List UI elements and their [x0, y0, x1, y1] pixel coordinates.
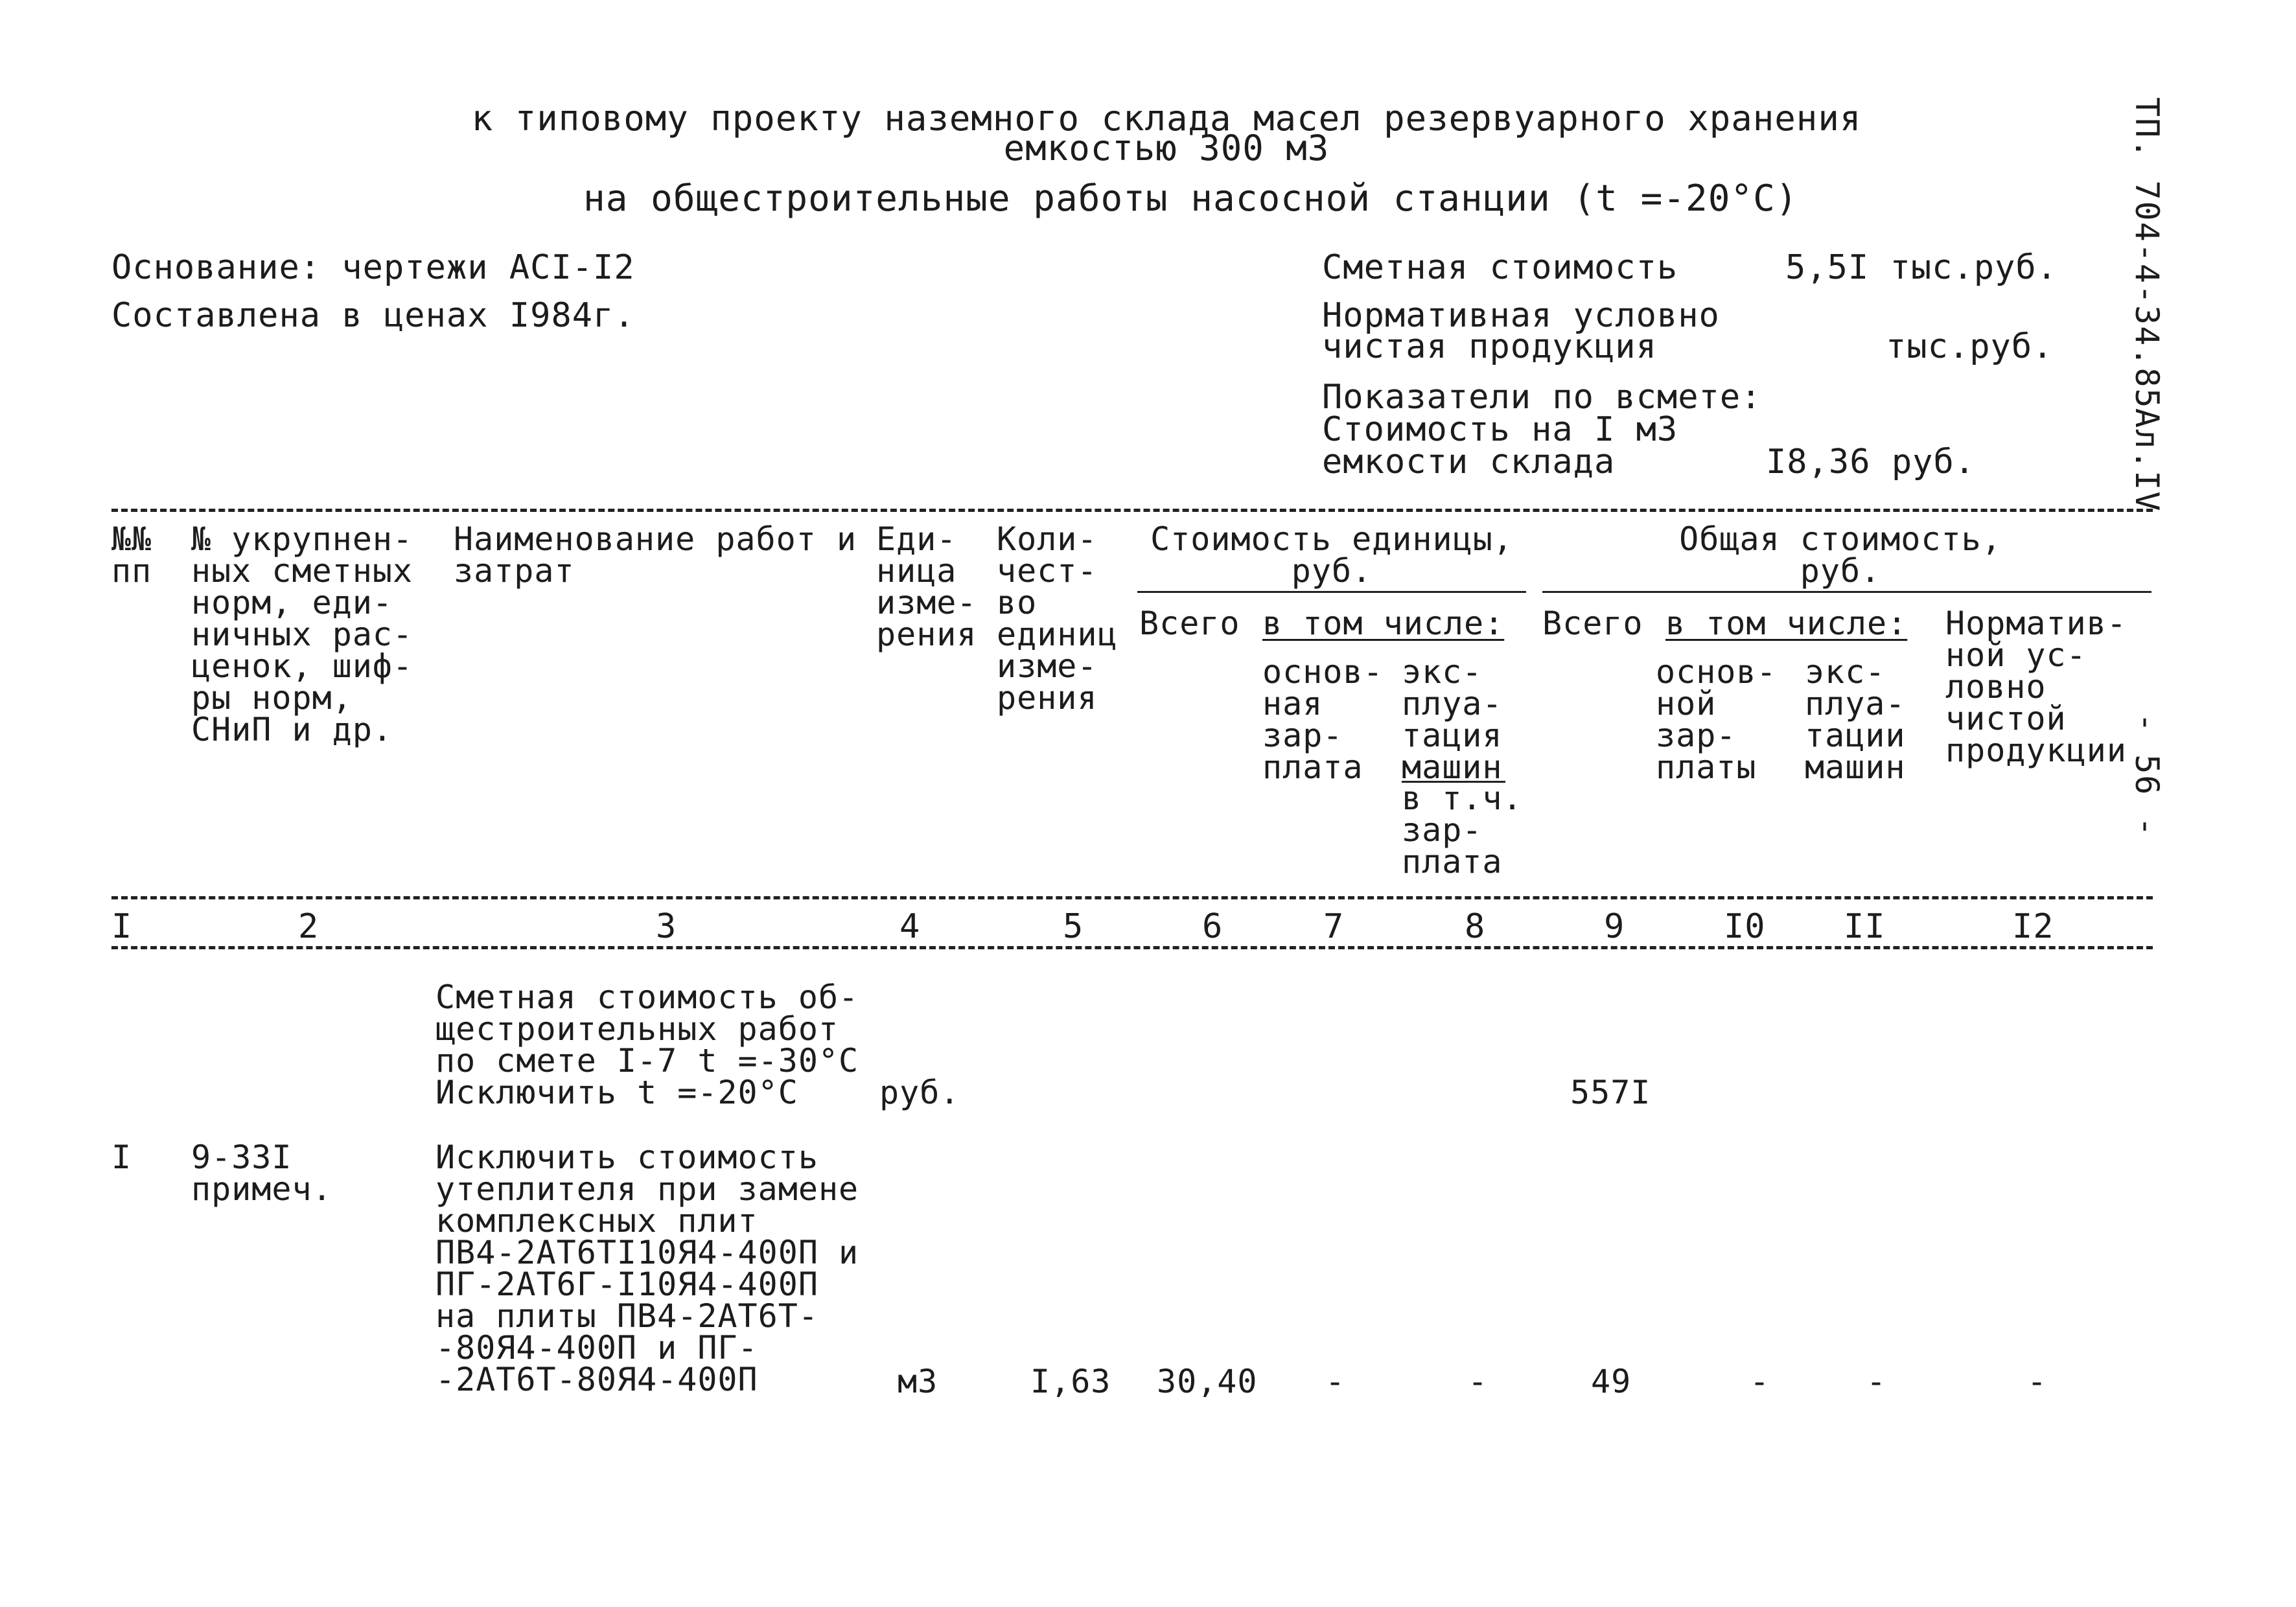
normative-label-2: чистая продукция [1322, 327, 1657, 366]
col-header-num: №№ пп [111, 520, 152, 590]
col-number-8: 8 [1465, 907, 1486, 946]
basis-text: Основание: чертежи АСI-I2 [111, 248, 635, 287]
col-header-machine-1a: экс- плуа- тация машин [1402, 653, 1503, 786]
row-total: 557I [1570, 1074, 1651, 1111]
row-code: 9-33I примеч. [191, 1139, 332, 1208]
col-number-2: 2 [298, 907, 319, 946]
table-top-rule [111, 509, 2153, 512]
album-label: Ал.IV [2128, 408, 2166, 513]
unit-cost-rule [1137, 591, 1526, 593]
row-total-wage: - [1750, 1363, 1770, 1400]
row-name: Сметная стоимость об- щестроительных работ по смете I-7 t =-30°С Исключить t =-20°С [435, 978, 859, 1111]
row-total-machine: - [1866, 1363, 1887, 1400]
col-header-basic-wage-2: основ- ной зар- платы [1656, 653, 1777, 786]
col-header-name: Наименование работ и затрат [454, 520, 857, 590]
header-line-1: к типовому проекту наземного склада масел резервуарного хранения [471, 98, 1862, 139]
page-number-label: - 56 - [2128, 713, 2166, 838]
doc-code-label: ТП. 704-4-34.85 [2128, 97, 2166, 410]
col-number-4: 4 [899, 907, 921, 946]
indicators-label-2: Стоимость на I м3 [1322, 410, 1678, 449]
indicators-value: I8,36 руб. [1766, 443, 1976, 481]
col-number-9: 9 [1604, 907, 1625, 946]
prices-text: Составлена в ценах I984г. [111, 296, 635, 335]
estimated-cost-value: 5,5I тыс.руб. [1785, 248, 2058, 287]
col-header-incl-1: в том числе: [1262, 605, 1505, 642]
col-number-5: 5 [1063, 907, 1084, 946]
row-unit: м3 [898, 1363, 938, 1400]
col-number-6: 6 [1202, 907, 1223, 946]
col-header-code: № укрупнен- ных сметных норм, еди- ничных рас- ценок, шиф- ры норм, СНиП и др. [191, 520, 413, 748]
total-cost-rule [1542, 591, 2151, 593]
col-number-12: I2 [2012, 907, 2054, 946]
col-header-unit-cost: Стоимость единицы, руб. [1150, 520, 1513, 590]
col-number-11: II [1844, 907, 1886, 946]
col-header-machine-2: экс- плуа- тации машин [1805, 653, 1906, 786]
estimated-cost-label: Сметная стоимость [1322, 248, 1678, 287]
col-number-3: 3 [656, 907, 677, 946]
header-line-2: емкостью 300 м3 [1003, 128, 1330, 168]
row-name: Исключить стоимость утеплителя при замене комплексных плит ПВ4-2АТ6ТI10Я4-400П и ПГ-2АТ6Г-I10Я4-400П на плиты ПВ4-2АТ6Т- -80Я4-400П и ПГ- -2АТ6Т-80Я4-400П [435, 1139, 859, 1398]
col-header-basic-wage-1: основ- ная зар- плата [1262, 653, 1384, 786]
col-header-all-1: Всего [1139, 605, 1240, 642]
normative-label-1: Нормативная условно [1322, 296, 1720, 335]
row-total-normative: - [2027, 1363, 2048, 1400]
indicators-label-1: Показатели по всмете: [1322, 378, 1762, 417]
col-header-machine-1b: в т.ч. зар- плата [1402, 780, 1523, 881]
machine-wage-rule [1402, 781, 1505, 783]
row-unit-wage: - [1325, 1363, 1346, 1400]
row-qty: I,63 [1030, 1363, 1111, 1400]
col-number-7: 7 [1323, 907, 1345, 946]
row-total: 49 [1591, 1363, 1632, 1400]
column-numbers-rule [111, 946, 2153, 949]
col-header-incl-2: в том числе: [1665, 605, 1908, 642]
col-header-total-cost: Общая стоимость, руб. [1679, 520, 2002, 590]
col-header-unit: Еди- ница изме- рения [876, 520, 977, 653]
col-header-qty: Коли- чест- во единиц изме- рения [997, 520, 1118, 717]
col-header-all-2: Всего [1542, 605, 1643, 642]
header-line-3: на общестроительные работы насосной станции (t =-20°С) [583, 178, 1798, 220]
indicators-label-3: емкости склада [1322, 443, 1616, 481]
row-num: I [111, 1139, 132, 1176]
col-number-10: I0 [1724, 907, 1766, 946]
row-unit-machine: - [1468, 1363, 1489, 1400]
row-unit-total: 30,40 [1157, 1363, 1258, 1400]
normative-unit: тыс.руб. [1886, 327, 2054, 366]
header-bottom-rule [111, 896, 2153, 899]
col-number-1: I [111, 907, 133, 946]
row-unit: руб. [879, 1074, 960, 1111]
col-header-normative: Норматив- ной ус- ловно чистой продукции [1945, 605, 2127, 769]
